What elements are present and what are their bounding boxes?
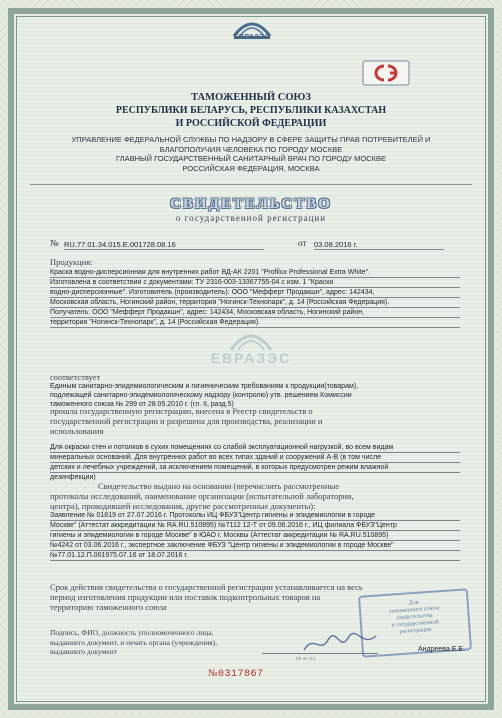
customs-union-mark-icon [362,60,410,86]
product-description [50,268,460,328]
stamp-line: Для [408,599,419,607]
product-line: Изготовлена в соответствии с документами: ТУ 2316-003-13367755-04 с изм. 1 "Краски [50,278,460,288]
product-line: Краска водно-дисперсионная для внутренних работ ВД-АК 2201 "Profilux Professional Extra White". [50,268,460,278]
usage-line: Для окраски стен и потолков в сухих помещениях со слабой эксплуатационной нагрузкой, во всем видам [50,443,460,453]
conformity-label: соответствует [50,372,101,382]
serial-number [208,668,264,680]
conformity-line: подлежащей санитарно-эпидемиологическому надзору (контролю) утв. решением Комиссии [50,392,352,399]
watermark-text: ЕВРАЗЭС [210,350,292,366]
product-line: территория "Ногинск-Технопарк", д. 14 (Российская Федерация). [50,318,460,328]
usage-line: дезинфекции) [50,474,96,481]
basis-statement [50,481,460,511]
validity-line: период изготовления продукции или поставок подконтрольных товаров на [50,592,321,602]
validity-line: Срок действия свидетельства о государственной регистрации устанавливается на весь [50,582,363,592]
signer-caption [50,628,250,657]
certificate-number: RU.77.01.34.015.E.001728.08.16 [64,240,264,250]
header-line-1: ТАМОЖЕННЫЙ СОЮЗ [191,92,311,103]
usage-line: минеральных оснований. Для внутренних работ во всех типах зданий и сооружений А-В (в том числе [50,453,460,463]
protocols-list [50,511,460,561]
conformity-line: таможенного союза № 299 от 28.05.2010 г. (гл. II, разд.5) [50,401,234,408]
document-title: СВИДЕТЕЛЬСТВО [170,196,332,212]
registration-line: прошла государственную регистрацию, внесена в Реестр свидетельств о [50,406,313,416]
usage-description [50,443,460,482]
product-line: Получатель: ООО "Мефферт Продакшн", адрес: 142434, Московская область, Ногинский район, [50,308,460,318]
basis-line: центра), проводившей исследования, другие рассмотренные документы): [50,501,316,511]
protocol-line: №4242 от 03.06.2016 г., экспертное заключение ФБУЗ "Центр гигиены и эпидемиологии в городе Москве" [50,541,460,551]
signer-line: Подпись, ФИО, должность уполномоченного лица, [50,628,214,637]
registration-statement [50,406,460,436]
certificate-date: 03.08.2016 г. [314,240,444,250]
product-label: Продукция: [50,257,93,267]
protocol-line: №77.01.12.П.001975.07.16 от 18.07.2016 г. [50,551,460,561]
header-line-2: РЕСПУБЛИКИ БЕЛАРУСЬ, РЕСПУБЛИКИ КАЗАХСТАН [115,105,387,116]
stamp-line: регистрации [399,626,432,636]
registration-line: использования [50,426,104,436]
signature-caption: (Ф. И. О.) [296,656,316,661]
signer-line: выдавшего документ, и печать органа (учреждения), [50,637,218,647]
stamp-line: таможенного союза [388,605,440,615]
emblem-caption: ЕВРАЗЭС [233,34,271,41]
signature-line [262,653,378,654]
basis-line: Свидетельство выдано на основании (перечислить рассмотренные [98,481,339,491]
document-subtitle: о государственной регистрации [175,213,327,223]
header-line-3: И РОССИЙСКОЙ ФЕДЕРАЦИИ [175,118,327,129]
issuing-authority [30,135,472,173]
conformity-text [50,382,460,409]
signer-line: выдавшего документ [50,647,118,656]
serial-prefix: № [208,668,219,679]
eurasec-emblem-icon [228,10,276,50]
protocol-line: гигиены и эпидемиологии в городе Москве" в ЮАО г. Москвы (Аттестат аккредитации № RA.RU.510895) [50,531,460,541]
authority-line: БЛАГОПОЛУЧИЯ ЧЕЛОВЕКА ПО ГОРОДУ МОСКВЕ [159,144,343,154]
date-label: от [298,238,307,248]
protocol-line: Заявление № 01819 от 27.07.2016 г. Протоколы ИЦ ФБУЗ"Центр гигиены и эпидемиологии в городе [50,511,460,521]
product-line: водно-дисперсионные". Изготовитель (производитель): ООО "Мефферт Продакшн", адрес: 142434, [50,288,460,298]
registration-line: государственной регистрации и разрешена для производства, реализации и [50,416,323,426]
serial-value: 0317867 [218,669,264,680]
number-label: № [50,238,59,248]
watermark-globe-icon [226,322,276,352]
validity-line: территорию таможенного союза [50,602,167,612]
signer-name: Андреева Е.Е. [418,646,466,653]
stamp-line: свидетельства [396,612,433,622]
conformity-line: Единым санитарно-эпидемиологическим и гигиеническим требованиям к продукции(товарам), [50,383,359,390]
protocol-line: Москве" (Аттестат аккредитации № RA.RU.510895) №7112 12-Т от 09.06.2016 г., ИЦ филиала ФБУЗ"Центр [50,521,460,531]
authority-caption-rule [30,184,472,186]
usage-line: детских и лечебных учреждений, за исключением помещений, в которых предусмотрен режим влажной [50,463,460,473]
basis-line: протоколы исследований, наименование организации (испытательной лаборатории, [50,491,354,501]
authority-line: РОССИЙСКАЯ ФЕДЕРАЦИЯ, МОСКВА [182,163,320,173]
product-line: Московская область, Ногинский район, территория "Ногинск-Технопарк", д. 14 (Российская Федерация). [50,298,460,308]
authority-line: УПРАВЛЕНИЕ ФЕДЕРАЛЬНОЙ СЛУЖБЫ ПО НАДЗОРУ В СФЕРЕ ЗАЩИТЫ ПРАВ ПОТРЕБИТЕЛЕЙ И [71,135,431,144]
authority-line: ГЛАВНЫЙ ГОСУДАРСТВЕННЫЙ САНИТАРНЫЙ ВРАЧ ПО ГОРОДУ МОСКВЕ [116,154,386,163]
stamp-line: и государственной [391,619,439,629]
